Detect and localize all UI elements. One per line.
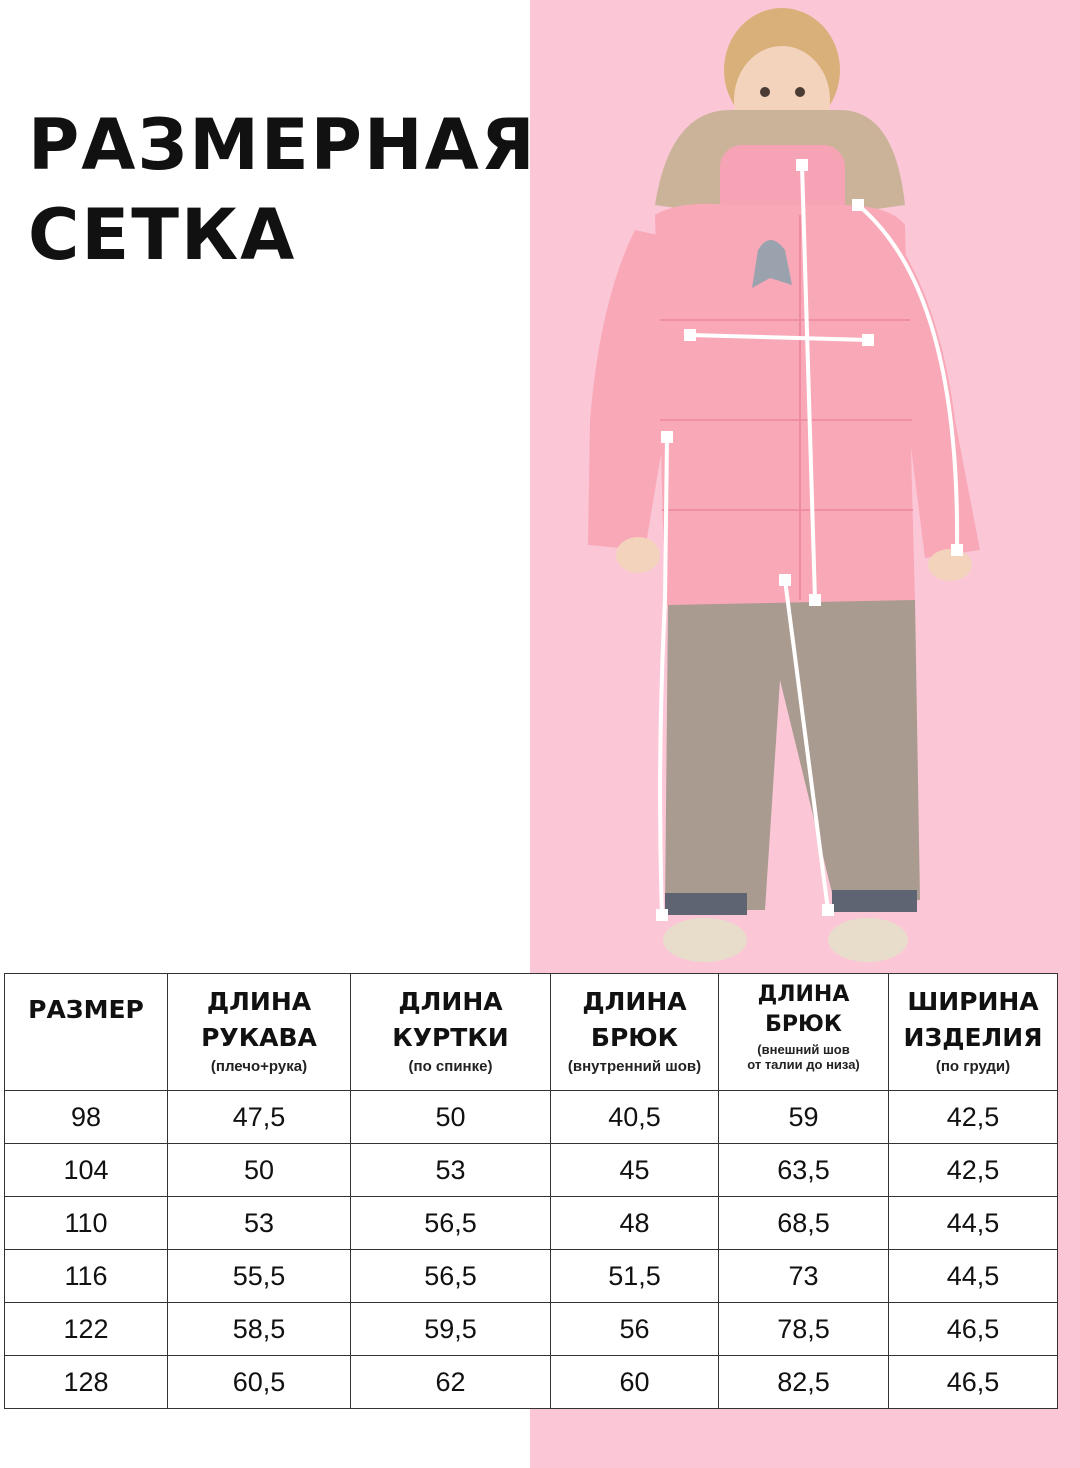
- cell-size: 110: [5, 1197, 168, 1250]
- cell-chest-width: 46,5: [889, 1303, 1058, 1356]
- cell-pants-outseam: 68,5: [719, 1197, 889, 1250]
- header-chest-width: ШИРИНА ИЗДЕЛИЯ (по груди): [889, 974, 1058, 1091]
- table-row: [5, 1250, 1058, 1303]
- cell-chest-width: 42,5: [889, 1091, 1058, 1144]
- header-size: РАЗМЕР: [5, 974, 168, 1091]
- cell-sleeve-length: 55,5: [168, 1250, 351, 1303]
- cell-pants-inseam: 60: [551, 1356, 719, 1409]
- header-row: [5, 974, 1058, 1091]
- page-title: [28, 100, 537, 280]
- cell-jacket-length: 56,5: [351, 1250, 551, 1303]
- title-line-1: РАЗМЕРНАЯ: [28, 104, 537, 186]
- cell-size: 98: [5, 1091, 168, 1144]
- cell-jacket-length: 50: [351, 1091, 551, 1144]
- cell-sleeve-length: 50: [168, 1144, 351, 1197]
- cell-jacket-length: 62: [351, 1356, 551, 1409]
- cell-pants-inseam: 56: [551, 1303, 719, 1356]
- cell-pants-inseam: 40,5: [551, 1091, 719, 1144]
- cell-sleeve-length: 53: [168, 1197, 351, 1250]
- cell-chest-width: 42,5: [889, 1144, 1058, 1197]
- cell-chest-width: 46,5: [889, 1356, 1058, 1409]
- cell-pants-outseam: 82,5: [719, 1356, 889, 1409]
- child-model-illustration: [560, 0, 1040, 975]
- header-pants-inseam: ДЛИНА БРЮК (внутренний шов): [551, 974, 719, 1091]
- cell-pants-outseam: 73: [719, 1250, 889, 1303]
- table-row: [5, 1356, 1058, 1409]
- table-row: [5, 1091, 1058, 1144]
- cell-jacket-length: 53: [351, 1144, 551, 1197]
- cell-chest-width: 44,5: [889, 1250, 1058, 1303]
- cell-size: 128: [5, 1356, 168, 1409]
- size-chart-table: [4, 973, 1058, 1409]
- left-shoe: [663, 918, 747, 962]
- cell-pants-outseam: 59: [719, 1091, 889, 1144]
- header-sleeve-length: ДЛИНА РУКАВА (плечо+рука): [168, 974, 351, 1091]
- cell-sleeve-length: 60,5: [168, 1356, 351, 1409]
- cell-pants-inseam: 51,5: [551, 1250, 719, 1303]
- cell-pants-outseam: 63,5: [719, 1144, 889, 1197]
- cell-jacket-length: 56,5: [351, 1197, 551, 1250]
- cell-pants-inseam: 48: [551, 1197, 719, 1250]
- header-jacket-length: ДЛИНА КУРТКИ (по спинке): [351, 974, 551, 1091]
- cell-pants-inseam: 45: [551, 1144, 719, 1197]
- header-pants-outseam: ДЛИНА БРЮК (внешний шов от талии до низа): [719, 974, 889, 1091]
- right-shoe: [828, 918, 908, 962]
- cell-sleeve-length: 47,5: [168, 1091, 351, 1144]
- cell-size: 122: [5, 1303, 168, 1356]
- cell-size: 116: [5, 1250, 168, 1303]
- cell-chest-width: 44,5: [889, 1197, 1058, 1250]
- table-row: [5, 1303, 1058, 1356]
- cell-size: 104: [5, 1144, 168, 1197]
- title-line-2: СЕТКА: [28, 194, 297, 276]
- cell-sleeve-length: 58,5: [168, 1303, 351, 1356]
- cell-pants-outseam: 78,5: [719, 1303, 889, 1356]
- table-row: [5, 1144, 1058, 1197]
- table-row: [5, 1197, 1058, 1250]
- cell-jacket-length: 59,5: [351, 1303, 551, 1356]
